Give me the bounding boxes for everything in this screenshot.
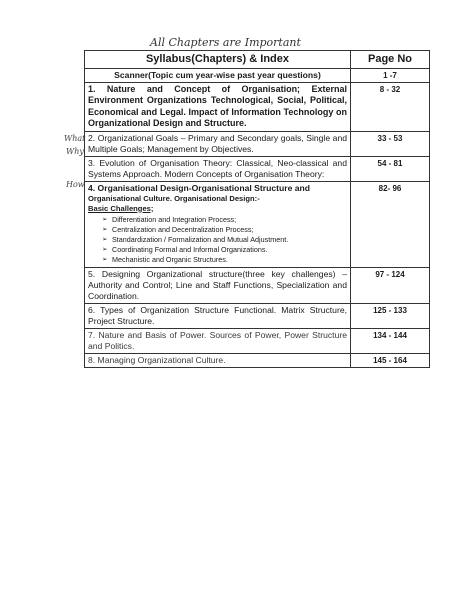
row-1-text: 1. Nature and Concept of Organisation; External Environment Organizations Technological, Social, Political, Economical and Legal. Impact of Information Technology on Organizational Design and Structure. <box>85 83 351 132</box>
table-row-scanner <box>85 69 430 83</box>
table-row-8 <box>85 353 430 367</box>
margin-note-what: What <box>64 134 86 143</box>
list-item: ➢ Mechanistic and Organic Structures. <box>102 255 347 265</box>
header-page: Page No <box>351 51 430 69</box>
margin-note-how: How <box>66 180 85 189</box>
table-row-4 <box>85 181 430 267</box>
row-4-pages: 82- 96 <box>351 181 430 267</box>
row-7-pages: 134 - 144 <box>351 328 430 353</box>
row-4-cell <box>85 181 351 267</box>
list-item: ➢ Differentiation and Integration Process; <box>102 215 347 225</box>
row-6-pages: 125 - 133 <box>351 303 430 328</box>
list-item: ➢ Coordinating Formal and Informal Organizations. <box>102 245 347 255</box>
row-4-subhead: Basic Challenges; <box>88 203 154 213</box>
row-2-pages: 33 - 53 <box>351 131 430 156</box>
table-row-3 <box>85 156 430 181</box>
handwritten-header: All Chapters are Important <box>150 36 301 49</box>
scanner-text: Scanner(Topic cum year-wise past year questions) <box>85 69 351 83</box>
table-row-7 <box>85 328 430 353</box>
list-item: ➢ Standardization / Formalization and Mutual Adjustment. <box>102 235 347 245</box>
margin-note-why: Why <box>66 147 84 156</box>
row-8-pages: 145 - 164 <box>351 353 430 367</box>
list-item: ➢ Centralization and Decentralization Process; <box>102 225 347 235</box>
row-1-pages: 8 - 32 <box>351 83 430 132</box>
scanner-pages: 1 -7 <box>351 69 430 83</box>
header-title: Syllabus(Chapters) & Index <box>85 51 351 69</box>
row-6-text: 6. Types of Organization Structure Functional. Matrix Structure, Project Structure. <box>85 303 351 328</box>
row-5-text: 5. Designing Organizational structure(three key challenges) – Authority and Control; Line and Staff Functions, Specialization and Coordination. <box>85 267 351 303</box>
table-row-5 <box>85 267 430 303</box>
row-2-text: 2. Organizational Goals – Primary and Secondary goals, Single and Multiple Goals; Management by Objectives. <box>85 131 351 156</box>
row-3-pages: 54 - 81 <box>351 156 430 181</box>
row-4-subtitle: Organisational Culture. Organisational Design:- <box>88 193 260 203</box>
table-header-row <box>85 51 430 69</box>
row-4-title: 4. Organisational Design-Organisational Structure and <box>88 182 311 193</box>
row-4-points <box>102 215 347 265</box>
table-row-2 <box>85 131 430 156</box>
row-5-pages: 97 - 124 <box>351 267 430 303</box>
table-row-6 <box>85 303 430 328</box>
row-7-text: 7. Nature and Basis of Power. Sources of Power, Power Structure and Politics. <box>85 328 351 353</box>
syllabus-index-table <box>84 50 430 368</box>
row-3-text: 3. Evolution of Organisation Theory: Classical, Neo-classical and Systems Approach. Modern Concepts of Organisation Theory: <box>85 156 351 181</box>
table-row-1 <box>85 83 430 132</box>
row-8-text: 8. Managing Organizational Culture. <box>85 353 351 367</box>
